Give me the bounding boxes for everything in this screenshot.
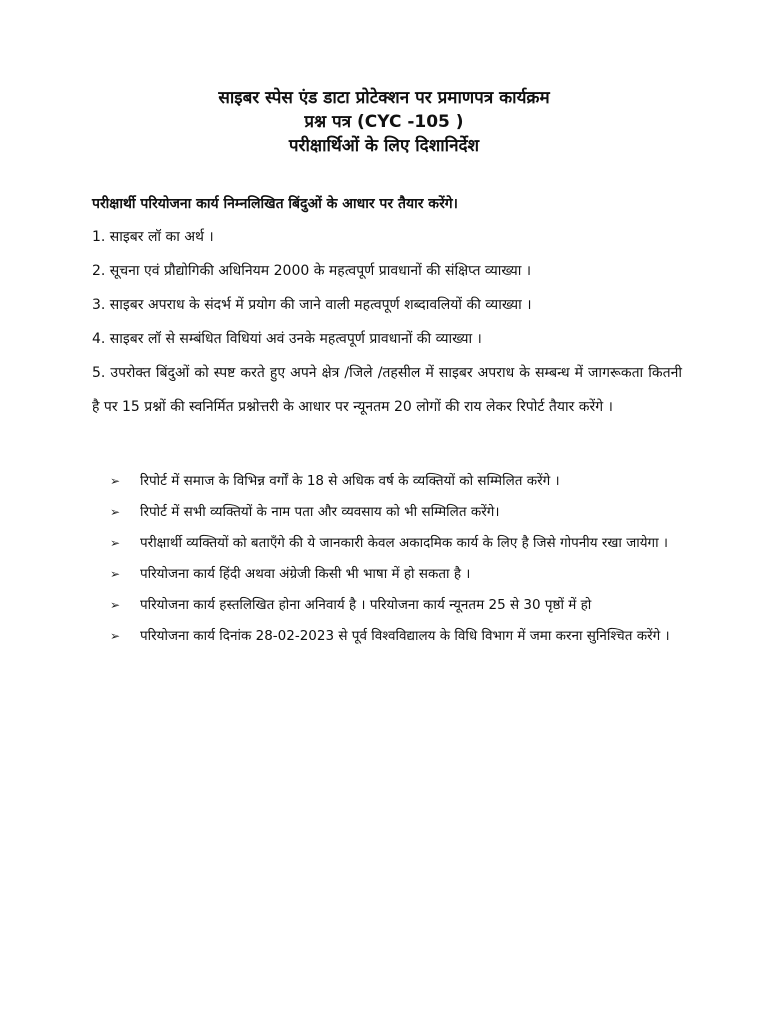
arrow-bullet-icon: ➢ (110, 598, 121, 612)
document-header (0, 86, 768, 158)
bullet-item (110, 497, 680, 528)
bullet-item (110, 590, 680, 621)
arrow-bullet-icon: ➢ (110, 567, 121, 581)
bullet-text: परियोजना कार्य हस्तलिखित होना अनिवार्य है । परियोजना कार्य न्यूनतम 25 से 30 पृष्ठों में हो (140, 597, 592, 613)
bullet-text: परियोजना कार्य हिंदी अथवा अंग्रेजी किसी भी भाषा में हो सकता है । (140, 566, 471, 582)
bullet-item (110, 466, 680, 497)
arrow-bullet-icon: ➢ (110, 536, 121, 550)
point-item: 5. उपरोक्त बिंदुओं को स्पष्ट करते हुए अपने क्षेत्र /जिले /तहसील में साइबर अपराध के सम्बन्ध में जागरूकता कितनी है पर 15 प्रश्नों की स्वनिर्मित प्रश्नोत्तरी के आधार पर न्यूनतम 20 लोगों की राय लेकर रिपोर्ट तैयार करेंगे । (92, 365, 682, 415)
paper-code: प्रश्न पत्र (CYC -105 ) (304, 112, 464, 132)
bullet-text: रिपोर्ट में समाज के विभिन्न वर्गों के 18 से अधिक वर्ष के व्यक्तियों को सम्मिलित करेंगे । (140, 473, 560, 489)
program-title: साइबर स्पेस एंड डाटा प्रोटेक्शन पर प्रमाणपत्र कार्यक्रम (218, 88, 550, 108)
bullet-text: परीक्षार्थी व्यक्तियों को बताएँगे की ये जानकारी केवल अकादमिक कार्य के लिए है जिसे गोपनीय रखा जायेगा । (140, 535, 669, 551)
points-list (92, 226, 682, 424)
bullet-list (110, 466, 680, 652)
bullet-item (110, 621, 680, 652)
bullet-text: रिपोर्ट में सभी व्यक्तियों के नाम पता और व्यवसाय को भी सम्मिलित करेंगे। (140, 504, 500, 520)
point-item: 2. सूचना एवं प्रौद्योगिकी अधिनियम 2000 के महत्वपूर्ण प्रावधानों की संक्षिप्त व्याख्या । (92, 263, 532, 279)
arrow-bullet-icon: ➢ (110, 474, 121, 488)
arrow-bullet-icon: ➢ (110, 629, 121, 643)
point-item: 3. साइबर अपराध के संदर्भ में प्रयोग की जाने वाली महत्वपूर्ण शब्दावलियों की व्याख्या । (92, 297, 532, 313)
point-item: 4. साइबर लॉ से सम्बंधित विधियां अवं उनके महत्वपूर्ण प्रावधानों की व्याख्या । (92, 331, 482, 347)
bullet-item (110, 559, 680, 590)
point-item: 1. साइबर लॉ का अर्थ । (92, 229, 214, 245)
bullet-text: परियोजना कार्य दिनांक 28-02-2023 से पूर्व विश्वविद्यालय के विधि विभाग में जमा करना सुनिश्चित करेंगे । (140, 628, 670, 644)
intro-text: परीक्षार्थी परियोजना कार्य निम्नलिखित बिंदुओं के आधार पर तैयार करेंगे। (92, 196, 458, 212)
guidelines-title: परीक्षार्थिओं के लिए दिशानिर्देश (288, 136, 480, 156)
arrow-bullet-icon: ➢ (110, 505, 121, 519)
bullet-item (110, 528, 680, 559)
